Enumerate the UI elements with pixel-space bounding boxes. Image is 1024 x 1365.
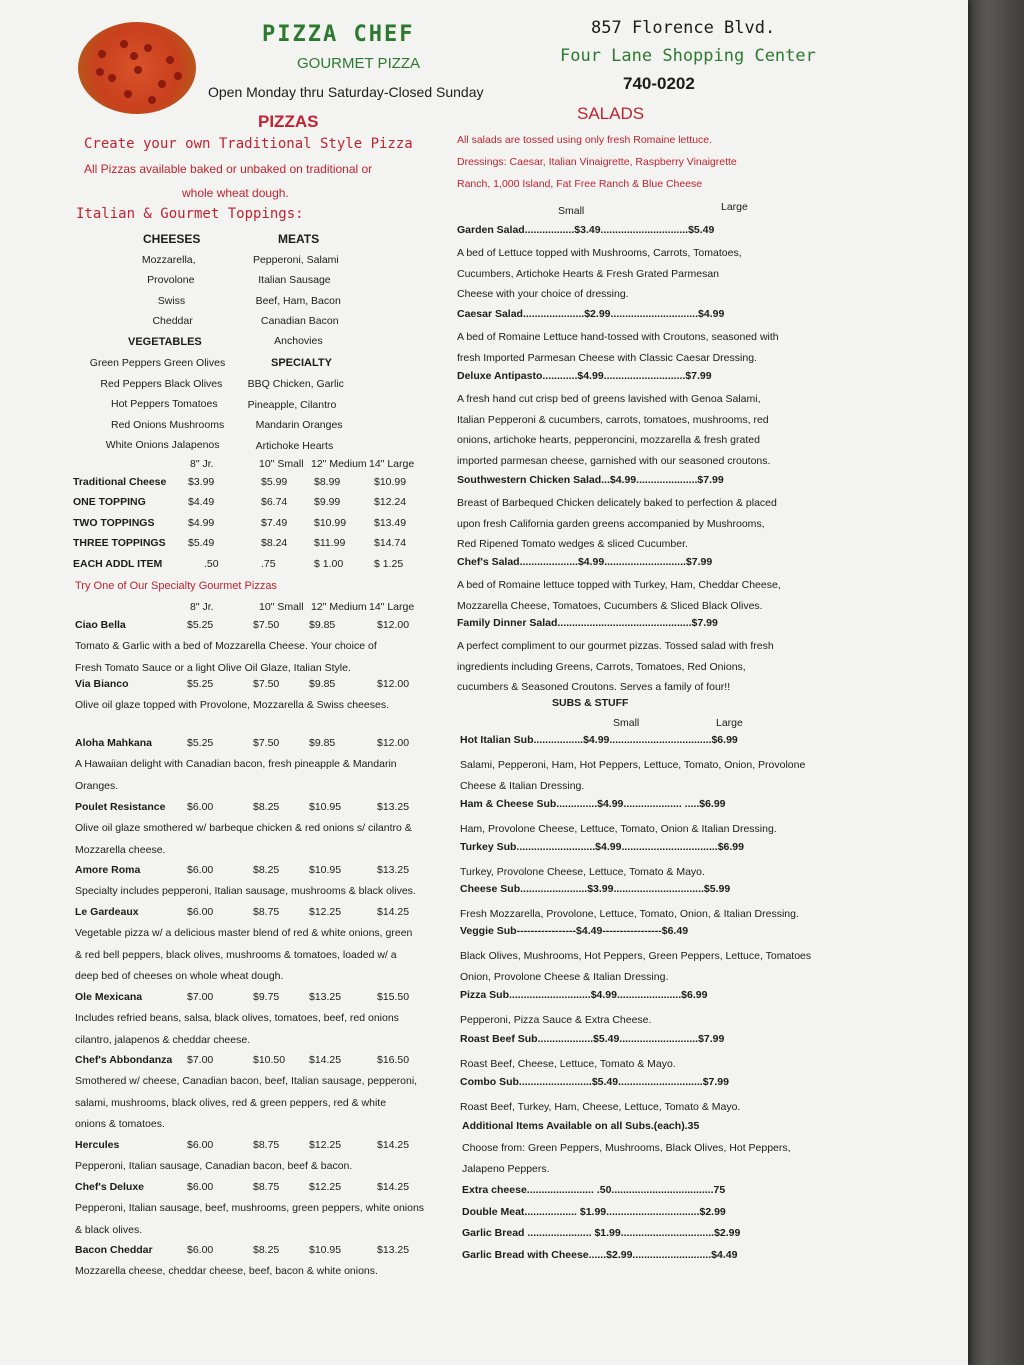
table-surface	[964, 0, 1024, 1365]
restaurant-name: PIZZA CHEF	[262, 22, 415, 47]
specialty-pizza-price: $12.00	[377, 737, 410, 749]
specialty-pizza-price: $8.75	[253, 1139, 280, 1151]
specialty-pizza-description: Tomato & Garlic with a bed of Mozzarella Cheese. Your choice of	[75, 640, 377, 652]
availability-text-2: whole wheat dough.	[182, 186, 289, 200]
specialty-topping-item: Pineapple, Cilantro	[247, 398, 337, 411]
salad-description: ingredients including Greens, Carrots, Tomatoes, Red Onions,	[457, 660, 746, 673]
traditional-price: $4.49	[188, 496, 215, 509]
cheeses-heading: CHEESES	[143, 232, 201, 246]
salad-description: Red Ripened Tomato wedges & sliced Cucumber.	[457, 538, 688, 551]
salad-description: A fresh hand cut crisp bed of greens lavished with Genoa Salami,	[457, 393, 761, 405]
extra-item: Double Meat.................. $1.99................................$2.99	[462, 1205, 726, 1218]
salad-item: Garden Salad.................$3.49..............................$5.49	[457, 224, 715, 236]
meat-item: Anchovies	[274, 335, 323, 348]
specialty-pizza-name: Aloha Mahkana	[75, 737, 153, 749]
pizzas-heading: PIZZAS	[258, 112, 319, 131]
traditional-size-header: 12" Medium	[311, 458, 367, 470]
specialty-pizza-price: $6.00	[187, 864, 214, 876]
vegetable-item: Hot Peppers Tomatoes	[111, 398, 218, 411]
sub-item: Roast Beef Sub...................$5.49...........................$7.99	[460, 1033, 725, 1045]
extra-item: Garlic Bread ...................... $1.99................................$2.99	[462, 1227, 741, 1239]
specialty-size-header: 10" Small	[259, 601, 304, 613]
traditional-row-name: THREE TOPPINGS	[73, 537, 166, 550]
specialty-pizza-name: Bacon Cheddar	[75, 1244, 153, 1256]
specialty-pizzas-heading: Try One of Our Specialty Gourmet Pizzas	[75, 580, 277, 592]
sub-description: Salami, Pepperoni, Ham, Hot Peppers, Lettuce, Tomato, Onion, Provolone	[460, 759, 806, 771]
specialty-pizza-description: onions & tomatoes.	[75, 1118, 165, 1130]
traditional-row-name: ONE TOPPING	[73, 496, 146, 509]
specialty-heading: SPECIALTY	[271, 357, 332, 369]
specialty-pizza-price: $12.25	[309, 906, 342, 918]
additional-choice: Jalapeno Peppers.	[462, 1163, 550, 1175]
pizza-illustration	[78, 22, 196, 114]
specialty-pizza-price: $13.25	[377, 1244, 410, 1256]
sub-item: Ham & Cheese Sub..............$4.99.................... .....$6.99	[460, 798, 726, 810]
salad-item: Family Dinner Salad..............................................$7.99	[457, 617, 718, 629]
address-line-1: 857 Florence Blvd.	[591, 18, 776, 38]
specialty-pizza-price: $13.25	[377, 801, 410, 813]
specialty-size-header: 8" Jr.	[190, 601, 214, 613]
traditional-price: $7.49	[261, 516, 288, 529]
toppings-heading: Italian & Gourmet Toppings:	[76, 206, 304, 222]
meat-item: Italian Sausage	[258, 274, 331, 287]
address-line-2: Four Lane Shopping Center	[560, 46, 816, 66]
salad-note: All salads are tossed using only fresh Romaine lettuce.	[457, 134, 713, 146]
traditional-price: $10.99	[314, 516, 347, 529]
sub-item: Cheese Sub.......................$3.99...............................$5.99	[460, 883, 731, 895]
specialty-pizza-price: $6.00	[187, 1244, 214, 1256]
subs-col-small: Small	[613, 717, 640, 729]
specialty-pizza-description: cilantro, jalapenos & cheddar cheese.	[75, 1033, 251, 1046]
traditional-row-name: TWO TOPPINGS	[73, 516, 155, 529]
traditional-price: $3.99	[188, 476, 215, 488]
specialty-pizza-name: Hercules	[75, 1139, 120, 1151]
traditional-price: $6.74	[261, 496, 288, 509]
salads-heading: SALADS	[577, 104, 645, 123]
salad-description: Mozzarella Cheese, Tomatoes, Cucumbers & Sliced Black Olives.	[457, 599, 763, 612]
traditional-row-name: Traditional Cheese	[73, 476, 167, 488]
cheese-item: Cheddar	[152, 314, 193, 327]
restaurant-subtitle: GOURMET PIZZA	[297, 55, 421, 72]
specialty-pizza-name: Le Gardeaux	[75, 906, 139, 918]
traditional-price: $8.24	[261, 537, 288, 550]
specialty-pizza-price: $5.25	[187, 737, 214, 749]
specialty-pizza-price: $9.85	[309, 678, 336, 690]
specialty-pizza-price: $7.00	[187, 1054, 214, 1066]
vegetable-item: Red Onions Mushrooms	[111, 418, 225, 431]
sub-item: Combo Sub.........................$5.49.............................$7.99	[460, 1076, 729, 1088]
specialty-pizza-name: Chef's Deluxe	[75, 1181, 145, 1193]
traditional-price: .50	[204, 557, 219, 570]
vegetable-item: White Onions Jalapenos	[105, 439, 220, 452]
subs-heading: SUBS & STUFF	[552, 697, 629, 709]
traditional-size-header: 14" Large	[369, 458, 415, 470]
sub-description: Pepperoni, Pizza Sauce & Extra Cheese.	[460, 1014, 652, 1026]
salad-item: Caesar Salad.....................$2.99..............................$4.99	[457, 308, 725, 320]
traditional-price: $12.24	[374, 496, 407, 509]
sub-item: Hot Italian Sub.................$4.99...................................$6.99	[460, 734, 738, 746]
traditional-price: $10.99	[374, 476, 407, 488]
specialty-pizza-price: $5.25	[187, 619, 214, 631]
sub-description: Black Olives, Mushrooms, Hot Peppers, Green Peppers, Lettuce, Tomatoes	[460, 950, 812, 962]
salad-item: Southwestern Chicken Salad...$4.99.....................$7.99	[457, 474, 724, 486]
specialty-pizza-description: salami, mushrooms, black olives, red & green peppers, red & white	[75, 1096, 387, 1109]
salad-description: fresh Imported Parmesan Cheese with Classic Caesar Dressing.	[457, 351, 757, 364]
vegetable-item: Red Peppers Black Olives	[100, 377, 223, 390]
traditional-price: $5.99	[261, 476, 288, 488]
specialty-pizza-price: $7.50	[253, 619, 280, 631]
specialty-pizza-price: $6.00	[187, 1181, 214, 1193]
specialty-pizza-price: $8.25	[253, 1244, 280, 1256]
specialty-pizza-price: $14.25	[377, 1181, 410, 1193]
subs-col-large: Large	[716, 717, 743, 729]
salad-description: cucumbers & Seasoned Croutons. Serves a family of four!!	[457, 681, 731, 694]
availability-text-1: All Pizzas available baked or unbaked on traditional or	[84, 162, 373, 176]
salad-note: Ranch, 1,000 Island, Fat Free Ranch & Blue Cheese	[457, 178, 703, 190]
specialty-pizza-price: $14.25	[377, 906, 410, 918]
vegetable-item: Green Peppers Green Olives	[89, 357, 226, 369]
specialty-pizza-price: $10.50	[253, 1054, 286, 1066]
sub-description: Cheese & Italian Dressing.	[460, 779, 585, 792]
specialty-size-header: 14" Large	[369, 601, 415, 613]
create-own-text: Create your own Traditional Style Pizza	[84, 136, 413, 152]
specialty-pizza-description: Specialty includes pepperoni, Italian sausage, mushrooms & black olives.	[75, 885, 416, 897]
specialty-pizza-price: $8.75	[253, 906, 280, 918]
specialty-pizza-price: $12.25	[309, 1139, 342, 1151]
traditional-price: $ 1.25	[374, 557, 404, 570]
extra-item: Garlic Bread with Cheese......$2.99...........................$4.49	[462, 1248, 738, 1261]
salad-description: Cheese with your choice of dressing.	[457, 288, 629, 301]
specialty-pizza-price: $10.95	[309, 864, 342, 876]
meat-item: Pepperoni, Salami	[252, 254, 339, 266]
specialty-pizza-price: $13.25	[377, 864, 410, 876]
salad-col-large: Large	[721, 201, 748, 213]
salad-description: A bed of Romaine Lettuce hand-tossed with Croutons, seasoned with	[457, 331, 779, 343]
salad-description: imported parmesan cheese, garnished with our seasoned croutons.	[457, 454, 771, 467]
specialty-topping-item: BBQ Chicken, Garlic	[247, 378, 344, 390]
traditional-price: $14.74	[374, 537, 407, 550]
traditional-price: .75	[261, 557, 276, 570]
sub-item: Pizza Sub............................$4.99......................$6.99	[460, 989, 708, 1001]
salad-description: Italian Pepperoni & cucumbers, carrots, tomatoes, mushrooms, red	[457, 413, 769, 426]
specialty-pizza-name: Poulet Resistance	[75, 801, 166, 813]
specialty-pizza-description: deep bed of cheeses on whole wheat dough.	[75, 970, 284, 982]
specialty-pizza-description: Vegetable pizza w/ a delicious master blend of red & white onions, green	[75, 927, 413, 939]
specialty-pizza-price: $15.50	[377, 991, 410, 1003]
specialty-pizza-description: Includes refried beans, salsa, black olives, tomatoes, beef, red onions	[75, 1012, 399, 1024]
meat-item: Canadian Bacon	[260, 314, 339, 327]
hours-text: Open Monday thru Saturday-Closed Sunday	[208, 84, 484, 100]
salad-description: A bed of Romaine lettuce topped with Turkey, Ham, Cheddar Cheese,	[457, 579, 781, 591]
salad-item: Chef's Salad....................$4.99............................$7.99	[457, 556, 713, 568]
cheese-item: Provolone	[147, 274, 195, 287]
specialty-pizza-description: Smothered w/ cheese, Canadian bacon, beef, Italian sausage, pepperoni,	[75, 1075, 418, 1087]
specialty-pizza-price: $13.25	[309, 991, 342, 1003]
specialty-pizza-description: & red bell peppers, black olives, mushrooms & tomatoes, loaded w/ a	[75, 948, 397, 961]
cheese-item: Swiss	[157, 294, 186, 307]
traditional-price: $8.99	[314, 476, 341, 488]
specialty-pizza-price: $10.95	[309, 1244, 342, 1256]
additional-items-text: Additional Items Available on all Subs.(each).35	[462, 1120, 700, 1132]
specialty-pizza-price: $10.95	[309, 801, 342, 813]
salad-note: Dressings: Caesar, Italian Vinaigrette, Raspberry Vinaigrette	[457, 156, 737, 168]
specialty-pizza-description: Olive oil glaze smothered w/ barbeque chicken & red onions s/ cilantro &	[75, 822, 412, 834]
sub-description: Turkey, Provolone Cheese, Lettuce, Tomato & Mayo.	[460, 866, 705, 878]
specialty-pizza-price: $9.85	[309, 737, 336, 749]
specialty-pizza-name: Chef's Abbondanza	[75, 1054, 173, 1066]
specialty-pizza-price: $6.00	[187, 906, 214, 918]
specialty-pizza-price: $8.75	[253, 1181, 280, 1193]
meats-heading: MEATS	[278, 232, 320, 246]
salad-item: Deluxe Antipasto............$4.99............................$7.99	[457, 370, 712, 382]
specialty-pizza-price: $8.25	[253, 801, 280, 813]
specialty-pizza-price: $7.50	[253, 678, 280, 690]
specialty-pizza-price: $14.25	[377, 1139, 410, 1151]
traditional-price: $13.49	[374, 516, 407, 529]
specialty-pizza-description: A Hawaiian delight with Canadian bacon, fresh pineapple & Mandarin	[75, 758, 397, 770]
salad-description: Breast of Barbequed Chicken delicately baked to perfection & placed	[457, 497, 777, 509]
specialty-pizza-price: $9.75	[253, 991, 280, 1003]
sub-description: Onion, Provolone Cheese & Italian Dressing.	[460, 970, 669, 983]
specialty-pizza-price: $14.25	[309, 1054, 342, 1066]
sub-item: Turkey Sub...........................$4.99.................................$6.99	[460, 841, 744, 853]
specialty-pizza-description: Olive oil glaze topped with Provolone, Mozzarella & Swiss cheeses.	[75, 699, 389, 711]
salad-description: Cucumbers, Artichoke Hearts & Fresh Grated Parmesan	[457, 267, 720, 280]
traditional-price: $5.49	[188, 537, 215, 550]
traditional-size-header: 8" Jr.	[190, 458, 214, 470]
vegetables-heading: VEGETABLES	[128, 336, 202, 348]
traditional-price: $9.99	[314, 496, 341, 509]
sub-description: Ham, Provolone Cheese, Lettuce, Tomato, Onion & Italian Dressing.	[460, 823, 777, 835]
extra-item: Extra cheese....................... .50...................................75	[462, 1184, 726, 1196]
salad-col-small: Small	[558, 205, 585, 217]
specialty-pizza-price: $12.25	[309, 1181, 342, 1193]
traditional-price: $11.99	[314, 537, 346, 550]
specialty-pizza-price: $5.25	[187, 678, 214, 690]
sub-item: Veggie Sub-----------------$4.49-----------------$6.49	[460, 925, 689, 937]
traditional-price: $4.99	[188, 516, 215, 529]
specialty-pizza-description: Mozzarella cheese.	[75, 843, 166, 856]
specialty-pizza-description: Mozzarella cheese, cheddar cheese, beef, bacon & white onions.	[75, 1265, 378, 1277]
specialty-pizza-description: Fresh Tomato Sauce or a light Olive Oil Glaze, Italian Style.	[75, 661, 351, 674]
specialty-pizza-price: $7.50	[253, 737, 280, 749]
specialty-pizza-price: $6.00	[187, 1139, 214, 1151]
salad-description: A bed of Lettuce topped with Mushrooms, Carrots, Tomatoes,	[457, 247, 742, 259]
specialty-pizza-price: $8.25	[253, 864, 280, 876]
salad-description: upon fresh California garden greens accompanied by Mushrooms,	[457, 517, 765, 530]
specialty-topping-item: Artichoke Hearts	[255, 439, 334, 452]
specialty-pizza-description: & black olives.	[75, 1223, 143, 1236]
specialty-pizza-description: Pepperoni, Italian sausage, Canadian bacon, beef & bacon.	[75, 1160, 353, 1172]
additional-choice: Choose from: Green Peppers, Mushrooms, Black Olives, Hot Peppers,	[462, 1142, 791, 1154]
salad-description: A perfect compliment to our gourmet pizzas. Tossed salad with fresh	[457, 640, 774, 652]
specialty-pizza-price: $12.00	[377, 678, 410, 690]
sub-description: Roast Beef, Turkey, Ham, Cheese, Lettuce, Tomato & Mayo.	[460, 1101, 741, 1113]
traditional-size-header: 10" Small	[259, 458, 304, 470]
traditional-price: $ 1.00	[314, 557, 344, 570]
specialty-pizza-description: Oranges.	[75, 779, 119, 792]
traditional-row-name: EACH ADDL ITEM	[73, 557, 163, 570]
specialty-pizza-name: Ole Mexicana	[75, 991, 143, 1003]
specialty-pizza-name: Amore Roma	[75, 864, 141, 876]
specialty-pizza-name: Via Bianco	[75, 678, 129, 690]
specialty-size-header: 12" Medium	[311, 601, 367, 613]
specialty-pizza-price: $7.00	[187, 991, 214, 1003]
specialty-pizza-price: $6.00	[187, 801, 214, 813]
specialty-topping-item: Mandarin Oranges	[255, 419, 343, 432]
meat-item: Beef, Ham, Bacon	[255, 294, 341, 307]
sub-description: Fresh Mozzarella, Provolone, Lettuce, Tomato, Onion, & Italian Dressing.	[460, 908, 799, 920]
specialty-pizza-price: $16.50	[377, 1054, 410, 1066]
phone-number: 740-0202	[623, 74, 695, 93]
specialty-pizza-price: $9.85	[309, 619, 336, 631]
specialty-pizza-price: $12.00	[377, 619, 410, 631]
specialty-pizza-description: Pepperoni, Italian sausage, beef, mushrooms, green peppers, white onions	[75, 1202, 425, 1214]
cheese-item: Mozzarella,	[141, 254, 196, 266]
salad-description: onions, artichoke hearts, pepperoncini, mozzarella & fresh grated	[457, 434, 760, 447]
sub-description: Roast Beef, Cheese, Lettuce, Tomato & Mayo.	[460, 1058, 676, 1070]
specialty-pizza-name: Ciao Bella	[75, 619, 126, 631]
